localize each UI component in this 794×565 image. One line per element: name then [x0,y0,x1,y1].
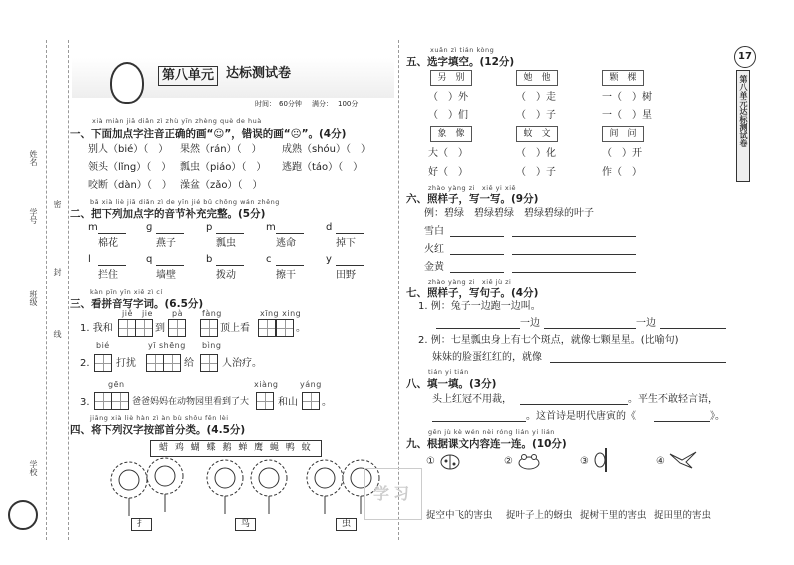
woodpecker-icon [592,448,612,472]
q9-option: 捉树干里的害虫 [580,510,647,521]
choice-char: 像 [455,129,465,139]
q3-s1-py: jie [142,309,153,318]
choice-box [602,126,644,142]
flower-icon [244,458,294,518]
q2-word: 棉花 [98,238,118,249]
q2-blank[interactable] [276,265,304,266]
q2-letter: b [206,254,213,265]
q9-option: 捉田里的害虫 [654,510,712,521]
q5-item: （ ）化 [516,148,556,159]
margin-feng: 封 [53,268,62,276]
q1-item: 咬断（dàn）（ ） [88,180,172,191]
q2-blank[interactable] [156,265,184,266]
q6-title: 六、照样子，写一写。(9分) [406,193,539,205]
q3-s3-text: 爸爸妈妈在动物园里看到了大 [132,397,250,407]
q6-blank[interactable] [512,236,636,237]
q1-item: 领头（lǐng）（ ） [88,162,172,173]
score-value: 100分 [338,100,359,108]
q2-word: 拦住 [98,270,118,281]
q7-blank[interactable] [544,328,636,329]
watermark-stamp: 学习 [364,468,422,520]
q3-s2-py: bié [96,341,110,350]
q2-title: 二、把下列加点字的音节补充完整。(5分) [70,208,266,220]
q2-letter: l [88,254,91,265]
q3-s1-text: 顶上看 [220,323,250,334]
page-number: 17 [734,46,756,68]
side-tab [736,70,750,182]
q1-item: 成熟（shóu）（ ） [282,144,372,155]
choice-box [516,126,558,142]
q8-poem: 。这首诗是明代唐寅的《 [526,411,636,422]
q9-num: ① [426,456,435,467]
margin-seal: 密 [53,200,62,208]
q3-s3-text: 。 [322,397,332,408]
q7-example-1: 1. 例：兔子一边跑一边叫。 [418,301,541,312]
q8-title: 八、填一填。(3分) [406,378,497,390]
q6-blank[interactable] [450,272,504,273]
q6-blank[interactable] [450,236,504,237]
q9-num: ③ [580,456,589,467]
q1-title: 一、下面加点字注音正确的画“☺”，错误的画“☹”。(4分) [70,128,347,140]
q5-item: （ ）走 [516,92,556,103]
choice-box [430,70,472,86]
swallow-icon [668,450,698,470]
margin-xian: 线 [53,330,62,338]
margin-class: 班级 [29,290,38,306]
q8-blank[interactable] [432,421,526,422]
q9-option: 捉空中飞的害虫 [426,510,493,521]
flower-icon [200,458,250,518]
q9-option: 捉叶子上的蚜虫 [506,510,573,521]
q2-blank[interactable] [276,233,304,234]
q2-letter: ɡ [146,222,153,233]
q5-item: 大（ ） [428,148,468,159]
margin-line [46,40,47,540]
score-label: 满分： [312,100,333,108]
q2-word: 逃命 [276,238,296,249]
page-divider [398,40,399,540]
q2-word: 田野 [336,270,356,281]
q3-s3-py: gēn [108,380,125,389]
q2-blank[interactable] [336,233,364,234]
q3-s2-text: 人治疗。 [222,358,262,369]
choice-char: 棵 [627,73,637,83]
q2-letter: q [146,254,153,265]
choice-char: 颗 [609,73,619,83]
q6-word: 金黄 [424,262,444,273]
q3-s2-text: 2. [80,358,90,369]
q7-title: 七、照样子，写句子。(4分) [406,287,539,299]
choice-char: 他 [541,73,551,83]
tianzi-box[interactable] [200,354,218,372]
tianzi-box[interactable] [256,392,274,410]
choice-char: 蚊 [523,129,533,139]
tianzi-box[interactable] [94,354,112,372]
tianzi-box[interactable] [168,319,186,337]
q8-pinyin: tián yi tián [428,368,469,376]
margin-school: 学校 [29,460,38,476]
side-tab-text: 第八单元达标测试卷 [739,75,748,147]
q6-blank[interactable] [512,272,636,273]
q1-item: 别人（bié）（ ） [88,144,169,155]
mascot-header-icon [110,62,144,104]
q5-title: 五、选字填空。(12分) [406,56,515,68]
choice-box [430,126,472,142]
q4-title: 四、将下列汉字按部首分类。(4.5分) [70,424,246,436]
q5-item: 一（ ）星 [602,110,652,121]
choice-char: 她 [523,73,533,83]
tianzi-box[interactable] [111,392,129,410]
q2-letter: p [206,222,213,233]
q3-s1-py: pà [172,309,183,318]
q5-item: （ ）外 [428,92,468,103]
title-unit: 第八单元 [158,66,218,86]
q5-item: （ ）子 [516,110,556,121]
q2-word: 墙壁 [156,270,176,281]
q7-pinyin: zhào yàng zi xiě jù zi [428,278,512,286]
q6-blank[interactable] [450,254,504,255]
q3-s1-text: 到 [155,323,165,334]
q4-radical: 虫 [336,518,357,531]
mascot-icon [8,500,38,530]
q1-item: 果然（rán）（ ） [180,144,262,155]
q3-s3-text: 和山 [278,397,298,408]
flower-icon [140,456,190,516]
margin-name: 姓名 [29,150,38,166]
choice-char: 间 [609,129,619,139]
q6-word: 雪白 [424,226,444,237]
choice-box [516,70,558,86]
q2-letter: y [326,254,332,265]
tianzi-box[interactable] [135,319,153,337]
q3-s2-text: 给 [184,358,194,369]
time-label: 时间： [255,100,276,108]
q3-s3-text: 3. [80,397,90,408]
choice-char: 象 [437,129,447,139]
q3-s1-py: jiě [122,309,133,318]
q6-word: 火红 [424,244,444,255]
q7-example-2: 2. 例：七星瓢虫身上有七个斑点，就像七颗星星。(比喻句) [418,335,679,346]
q7-blank[interactable] [660,328,726,329]
q5-item: 一（ ）树 [602,92,652,103]
q2-letter: d [326,222,333,233]
tianzi-box[interactable] [258,319,276,337]
q7-connector: 一边 [636,318,656,329]
q6-pinyin: zhào yàng zi xiě yi xiě [428,184,517,192]
q3-s1-py: xīng xing [260,309,302,318]
q2-blank[interactable] [98,233,126,234]
tianzi-box[interactable] [276,319,294,337]
tianzi-box[interactable] [146,354,164,372]
q8-blank[interactable] [520,404,628,405]
q6-blank[interactable] [512,254,636,255]
q9-num: ② [504,456,513,467]
q9-title: 九、根据课文内容连一连。(10分) [406,438,567,450]
tianzi-box[interactable] [302,392,320,410]
q5-item: （ ）子 [516,167,556,178]
choice-char: 别 [455,73,465,83]
q7-blank[interactable] [550,362,726,363]
q1-item: 瓢虫（piáo）（ ） [180,162,267,173]
time-value: 60分钟 [279,100,302,108]
choice-char: 问 [627,129,637,139]
q5-item: 好（ ） [428,167,468,178]
q8-poem: 头上红冠不用裁， [432,394,512,405]
q2-word: 擦干 [276,270,296,281]
q7-blank[interactable] [436,328,520,329]
q8-poem: 》。 [710,411,725,422]
q4-radical: 扌 [131,518,152,531]
q4-radical: 鸟 [235,518,256,531]
q2-letter: m [266,222,276,233]
margin-id: 学号 [29,208,38,224]
ladybug-icon [438,452,462,470]
title-main: 达标测试卷 [226,66,292,81]
q2-blank[interactable] [156,233,184,234]
q5-item: 作（ ） [602,167,642,178]
q2-letter: m [88,222,98,233]
tianzi-box[interactable] [163,354,181,372]
margin-line-2 [68,40,69,540]
q9-pinyin: gēn jù kè wén nèi róng lián yi lián [428,428,555,436]
q1-item: 逃跑（táo）（ ） [282,162,364,173]
q2-blank[interactable] [98,265,126,266]
q2-blank[interactable] [216,233,244,234]
q3-s2-text: 打扰 [116,358,136,369]
choice-box [602,70,644,86]
q2-letter: c [266,254,272,265]
q3-s1-py: fàng [202,309,222,318]
q5-item: （ ）们 [428,110,468,121]
choice-char: 文 [541,129,551,139]
q3-s1-text: 1. 我和 [80,323,113,334]
q9-num: ④ [656,456,665,467]
q2-word: 掉下 [336,238,356,249]
choice-char: 另 [437,73,447,83]
tianzi-box[interactable] [200,319,218,337]
q4-chars: 蜡 鸡 蝴 蝶 鹅 蝉 鹰 蝇 鸭 蚊 [150,440,322,457]
q2-word: 拨动 [216,270,236,281]
q2-blank[interactable] [216,265,244,266]
q8-poem: 。平生不敢轻言语， [628,394,718,405]
tianzi-box[interactable] [94,392,112,410]
q7-sentence: 妹妹的脸蛋红红的，就像 [432,352,542,363]
q7-connector: 一边 [520,318,540,329]
q3-title: 三、看拼音写字词。(6.5分) [70,298,204,310]
q3-s1-text: 。 [296,323,306,334]
q3-s3-py: xiàng [254,380,279,389]
q3-s2-py: yī shēng [148,341,186,350]
tianzi-box[interactable] [118,319,136,337]
q5-pinyin: xuǎn zì tián kòng [430,46,495,54]
q5-item: （ ）开 [602,148,642,159]
q3-pinyin: kàn pīn yīn xiě zì cí [90,288,163,296]
q1-item: 澡盆（zǎo）（ ） [180,180,263,191]
q4-pinyin: jiāng xià liè hàn zì àn bù shǒu fēn lèi [90,414,229,422]
q2-blank[interactable] [336,265,364,266]
frog-icon [516,452,542,470]
q2-word: 燕子 [156,238,176,249]
q6-example: 例：碧绿 碧绿碧绿 碧绿碧绿的叶子 [424,208,594,219]
q2-pinyin: bǎ xià liè jiā diǎn zì de yīn jié bǔ chōng wán zhěng [90,198,280,206]
q2-word: 瓢虫 [216,238,236,249]
q8-blank[interactable] [654,421,710,422]
q1-pinyin: xià miàn jiā diǎn zì zhù yīn zhèng què de huà [92,117,262,125]
q3-s3-py: yáng [300,380,322,389]
q3-s2-py: bìng [202,341,222,350]
